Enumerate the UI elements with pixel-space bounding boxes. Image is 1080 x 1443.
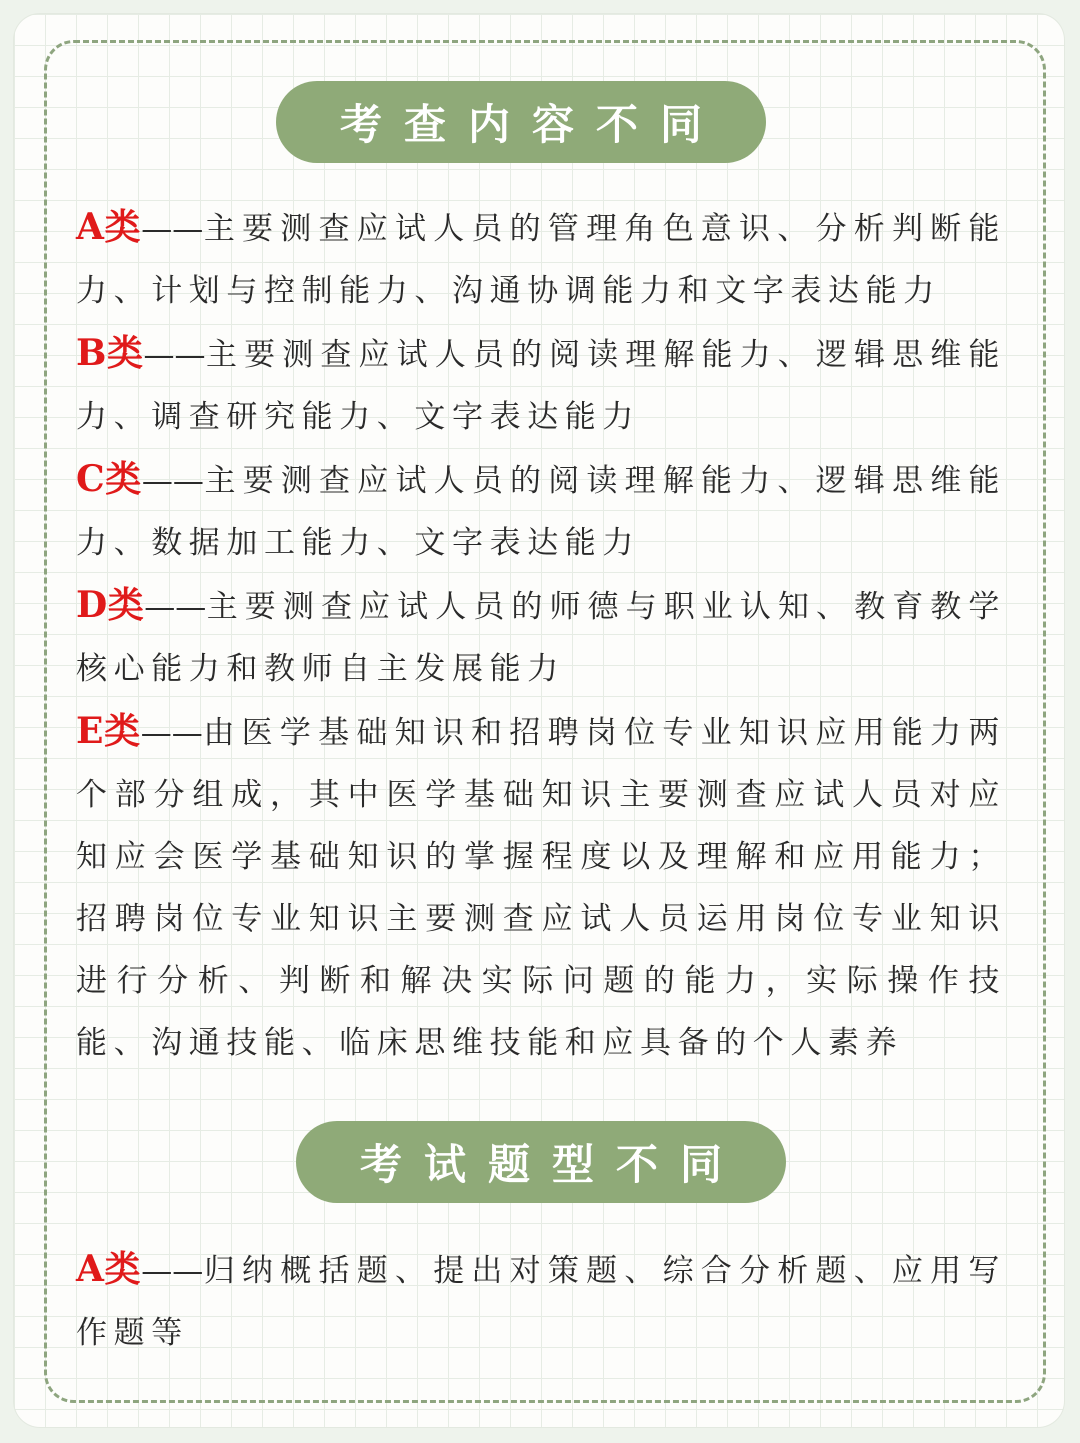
entry-dash: ——	[141, 463, 204, 499]
entry-dash: ——	[141, 211, 204, 247]
entry-text: 归纳概括题、提出对策题、综合分析题、应用写作题等	[76, 1253, 1006, 1351]
entry-label: E类	[76, 710, 141, 752]
entry-label: D类	[76, 584, 145, 626]
entry-text: 主要测查应试人员的管理角色意识、分析判断能力、计划与控制能力、沟通协调能力和文字表达能力	[76, 211, 1006, 309]
entry-a-types	[76, 1238, 1006, 1364]
entry-text: 主要测查应试人员的阅读理解能力、逻辑思维能力、调查研究能力、文字表达能力	[76, 337, 1006, 435]
entry-d	[76, 574, 1006, 700]
entry-dash: ——	[144, 589, 207, 625]
entry-label: A类	[76, 1248, 142, 1290]
content-section	[76, 196, 1006, 1074]
question-types-section	[76, 1238, 1006, 1364]
entry-label: B类	[76, 332, 144, 374]
entry-dash: ——	[143, 337, 206, 373]
entry-c	[76, 448, 1006, 574]
entry-a	[76, 196, 1006, 322]
entry-e	[76, 700, 1006, 1074]
section-title-content: 考查内容不同	[276, 81, 766, 163]
entry-text: 由医学基础知识和招聘岗位专业知识应用能力两个部分组成，其中医学基础知识主要测查应试人员对应知应会医学基础知识的掌握程度以及理解和应用能力；招聘岗位专业知识主要测查应试人员运用岗位专业知识进行分析、判断和解决实际问题的能力，实际操作技能、沟通技能、临床思维技能和应具备的个人素养	[76, 715, 1006, 1061]
entry-label: C类	[76, 458, 142, 500]
entry-dash: ——	[141, 1253, 204, 1289]
entry-dash: ——	[140, 715, 203, 751]
entry-label: A类	[76, 206, 142, 248]
entry-text: 主要测查应试人员的师德与职业认知、教育教学核心能力和教师自主发展能力	[76, 589, 1006, 687]
entry-b	[76, 322, 1006, 448]
section-title-question-types: 考试题型不同	[296, 1121, 786, 1203]
entry-text: 主要测查应试人员的阅读理解能力、逻辑思维能力、数据加工能力、文字表达能力	[76, 463, 1006, 561]
